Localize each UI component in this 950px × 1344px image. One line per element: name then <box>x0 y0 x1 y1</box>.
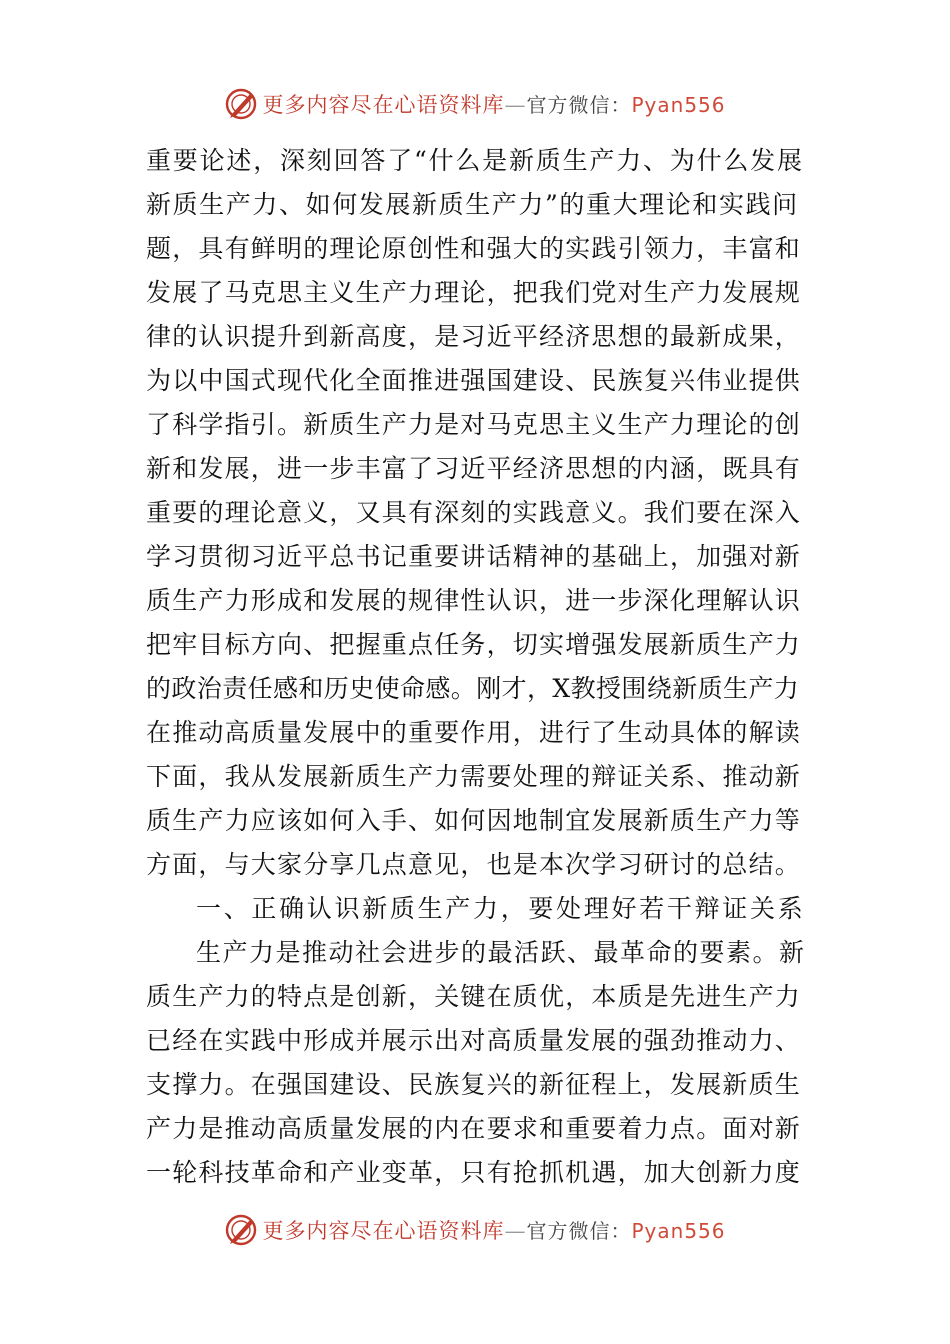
footer-watermark-text <box>262 1215 725 1245</box>
body-line: 重要的理论意义，又具有深刻的实践意义。我们要在深入 <box>146 498 802 527</box>
body-line: 质生产力应该如何入手、如何因地制宜发展新质生产力等 <box>146 806 802 835</box>
header-official: 官方微信： <box>526 93 632 117</box>
body-line: 方面，与大家分享几点意见，也是本次学习研讨的总结。 <box>146 850 802 879</box>
header-brand: 更多内容尽在心语资料库 <box>262 93 505 117</box>
header-watermark-text <box>262 89 725 119</box>
body-line: 质生产力的特点是创新，关键在质优，本质是先进生产力 <box>146 982 802 1011</box>
body-line: 为以中国式现代化全面推进强国建设、民族复兴伟业提供 <box>146 366 802 395</box>
body-line: 生产力是推动社会进步的最活跃、最革命的要素。新 <box>196 938 806 967</box>
body-line: 了科学指引。新质生产力是对马克思主义生产力理论的创 <box>146 410 802 439</box>
pen-circle-logo-icon <box>224 87 258 121</box>
pen-circle-logo-icon <box>224 1213 258 1247</box>
body-line: 题，具有鲜明的理论原创性和强大的实践引领力，丰富和 <box>146 234 802 263</box>
body-line: 的政治责任感和历史使命感。刚才，X教授围绕新质生产力 <box>146 674 800 703</box>
body-line: 重要论述，深刻回答了“什么是新质生产力、为什么发展 <box>146 146 804 175</box>
body-line: 下面，我从发展新质生产力需要处理的辩证关系、推动新 <box>146 762 802 791</box>
body-line: 在推动高质量发展中的重要作用，进行了生动具体的解读 <box>146 718 802 747</box>
header-watermark <box>0 84 950 124</box>
footer-watermark <box>0 1210 950 1250</box>
footer-wechat-id: Pyan556 <box>631 1219 726 1243</box>
header-dash: — <box>504 93 527 117</box>
footer-dash: — <box>504 1219 527 1243</box>
body-line: 质生产力形成和发展的规律性认识，进一步深化理解认识 <box>146 586 802 615</box>
footer-brand: 更多内容尽在心语资料库 <box>262 1219 505 1243</box>
body-line: 已经在实践中形成并展示出对高质量发展的强劲推动力、 <box>146 1026 802 1055</box>
body-line: 新和发展，进一步丰富了习近平经济思想的内涵，既具有 <box>146 454 802 483</box>
body-line: 产力是推动高质量发展的内在要求和重要着力点。面对新 <box>146 1114 802 1143</box>
body-line: 把牢目标方向、把握重点任务，切实增强发展新质生产力 <box>146 630 802 659</box>
footer-official: 官方微信： <box>526 1219 632 1243</box>
header-wechat-id: Pyan556 <box>631 93 726 117</box>
body-line: 支撑力。在强国建设、民族复兴的新征程上，发展新质生 <box>146 1070 802 1099</box>
body-line: 新质生产力、如何发展新质生产力”的重大理论和实践问 <box>146 190 799 219</box>
body-line: 一轮科技革命和产业变革，只有抢抓机遇，加大创新力度 <box>146 1158 802 1187</box>
body-line: 律的认识提升到新高度，是习近平经济思想的最新成果， <box>146 322 802 351</box>
body-line: 学习贯彻习近平总书记重要讲话精神的基础上，加强对新 <box>146 542 802 571</box>
body-line: 发展了马克思主义生产力理论，把我们党对生产力发展规 <box>146 278 802 307</box>
section-heading: 一、正确认识新质生产力，要处理好若干辩证关系 <box>196 894 806 923</box>
